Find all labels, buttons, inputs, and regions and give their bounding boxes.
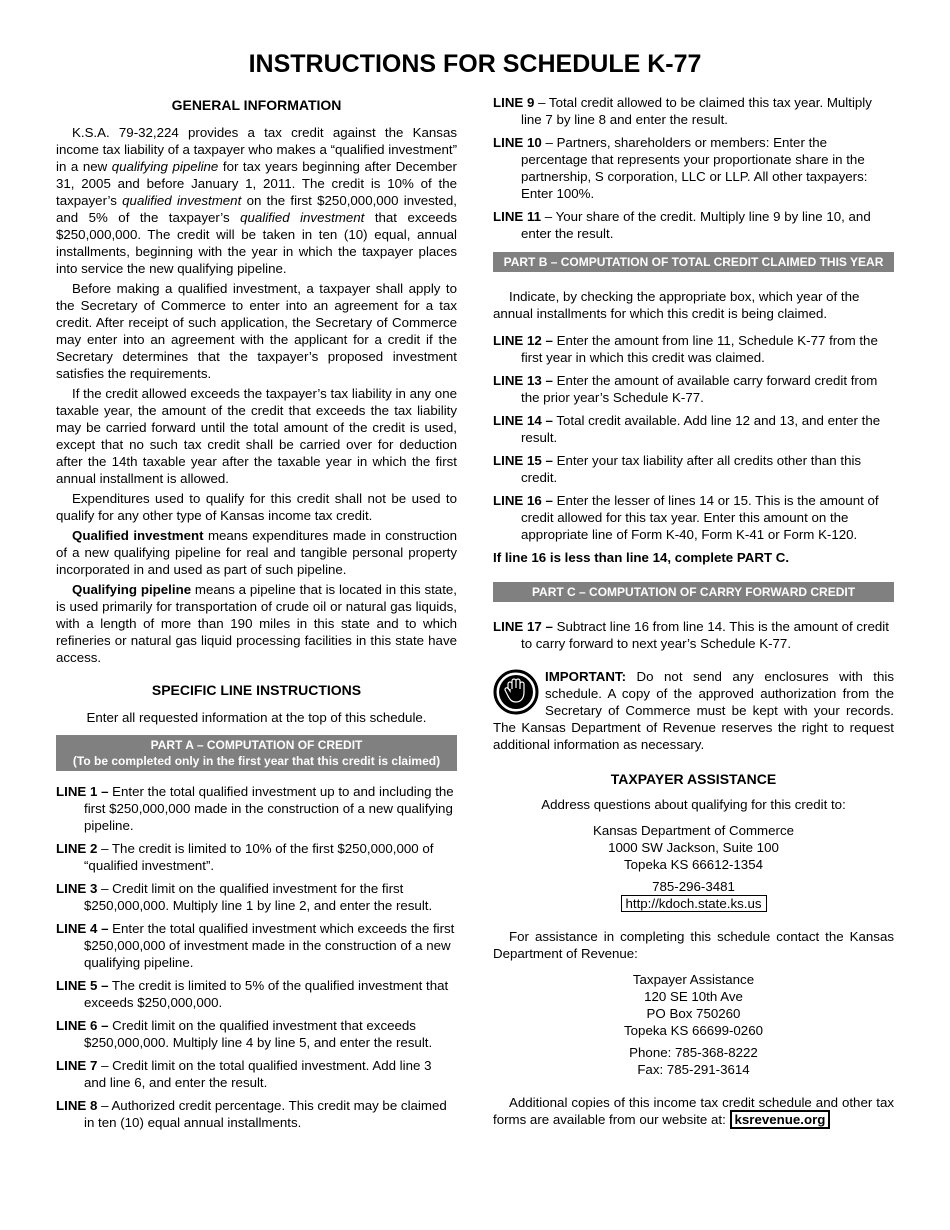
commerce-phone: 785-296-3481 <box>652 879 735 894</box>
part-b-intro: Indicate, by checking the appropriate box, which year of the annual installments for which this credit is being claimed. <box>493 289 860 321</box>
line-text: The credit is limited to 5% of the qualified investment that exceeds $250,000,000. <box>84 978 449 1010</box>
line-text: – Total credit allowed to be claimed this tax year. Multiply line 7 by line 8 and enter the result. <box>521 95 872 127</box>
line-label: LINE 3 <box>56 881 98 896</box>
important-label: IMPORTANT: <box>545 669 627 684</box>
line-label: LINE 9 <box>493 95 535 110</box>
commerce-website-link[interactable]: http://kdoch.state.ks.us <box>621 895 767 912</box>
specific-instructions-heading: SPECIFIC LINE INSTRUCTIONS <box>151 682 362 698</box>
stop-hand-icon <box>493 669 539 715</box>
additional-copies: Additional copies of this income tax credit schedule and other tax forms are available from our website at: ksrevenue.org <box>493 1095 894 1127</box>
part-a-title: PART A – COMPUTATION OF CREDIT <box>150 738 363 752</box>
qualifying-pipeline-definition: Qualifying pipeline means a pipeline that is located in this state, is used primarily for transportation of crude oil or natural gas liquids, with a length of more than 190 miles in this state and to which refineries or natural gas liquid processing facilities in this state have access. <box>56 582 457 665</box>
part-a-header <box>56 735 457 771</box>
line-text: Enter the total qualified investment up to and including the first $250,000,000 made in the construction of a new qualifying pipeline. <box>84 784 454 833</box>
line-text: Enter your tax liability after all credits other than this credit. <box>521 453 862 485</box>
general-paragraph-4: Expenditures used to qualify for this credit shall not be used to qualify for any other type of Kansas income tax credit. <box>56 491 457 523</box>
general-paragraph-1: K.S.A. 79-32,224 provides a tax credit against the Kansas income tax liability of a taxpayer who makes a “qualified investment” in a new qualifying pipeline for tax years beginning after December 31, 2005 and before January 1, 2011. The credit is 10% of the taxpayer’s qualified investment on the first $250,000,000 invested, and 5% of the taxpayer’s qualified investment that exceeds $250,000,000. The credit will be taken in ten (10) equal, annual installments, beginning with the year in which the taxpayer places into service the new qualifying pipeline. <box>56 125 457 276</box>
line-text: – Authorized credit percentage. This credit may be claimed in ten (10) equal annual installments. <box>84 1098 447 1130</box>
part-b-note: If line 16 is less than line 14, complete PART C. <box>493 550 790 565</box>
general-paragraph-3: If the credit allowed exceeds the taxpayer’s tax liability in any one taxable year, the amount of the credit that exceeds the tax liability may be carried forward until the total amount of the credit is used, except that no such tax credit shall be carried over for deduction after the 14th taxable year after the taxable year in which the first annual installment is allowed. <box>56 386 457 486</box>
important-notice <box>493 668 894 753</box>
part-c-header: PART C – COMPUTATION OF CARRY FORWARD CREDIT <box>493 582 894 602</box>
ksrevenue-link[interactable]: ksrevenue.org <box>730 1110 831 1129</box>
line-label: LINE 4 – <box>56 921 109 936</box>
part-b-line-item <box>493 412 894 446</box>
qualified-investment-definition: Qualified investment means expenditures made in construction of a new qualifying pipeline for real and tangible personal property incorporated in and used as part of such pipeline. <box>56 528 457 577</box>
line-label: LINE 2 <box>56 841 98 856</box>
part-a-line-item <box>56 1017 457 1051</box>
general-info-heading: GENERAL INFORMATION <box>171 97 342 113</box>
line-text: – The credit is limited to 10% of the first $250,000,000 of “qualified investment”. <box>84 841 434 873</box>
line-text: Enter the total qualified investment which exceeds the first $250,000,000 of investment made in the construction of a new qualifying pipeline. <box>84 921 455 970</box>
part-a-continued-lines <box>493 94 894 242</box>
part-a-line-item <box>56 977 457 1011</box>
line-label: LINE 7 <box>56 1058 98 1073</box>
line-label: LINE 17 – <box>493 619 553 634</box>
line-text: – Credit limit on the total qualified investment. Add line 3 and line 6, and enter the result. <box>84 1058 432 1090</box>
right-column <box>493 94 894 1131</box>
part-a-line-item <box>56 1097 457 1131</box>
part-c-lines <box>493 618 894 652</box>
commerce-address <box>493 822 894 912</box>
taxpayer-assistance-heading: TAXPAYER ASSISTANCE <box>610 771 777 787</box>
line-label: LINE 1 – <box>56 784 109 799</box>
commerce-street: 1000 SW Jackson, Suite 100 <box>608 840 779 855</box>
line-text: Enter the lesser of lines 14 or 15. This is the amount of credit allowed for this tax year. Enter this amount on the appropriate line of Form K-40, Form K-41 or Form K-120. <box>521 493 879 542</box>
part-b-line-item <box>493 452 894 486</box>
part-a-line-item <box>56 840 457 874</box>
important-text: Do not send any enclosures with this schedule. A copy of the approved authorization from the Secretary of Commerce must be kept with your records. The Kansas Department of Revenue reserves the right to request additional information as necessary. <box>493 669 894 752</box>
page-title: INSTRUCTIONS FOR SCHEDULE K-77 <box>248 50 702 78</box>
assistance-intro: Address questions about qualifying for this credit to: <box>541 797 846 812</box>
revenue-pobox: PO Box 750260 <box>646 1006 741 1021</box>
part-a-line-item <box>493 134 894 202</box>
line-label: LINE 16 – <box>493 493 553 508</box>
part-b-line-item <box>493 372 894 406</box>
line-label: LINE 11 <box>493 209 542 224</box>
part-b-line-item <box>493 492 894 543</box>
commerce-name: Kansas Department of Commerce <box>592 823 794 838</box>
line-text: Total credit available. Add line 12 and 13, and enter the result. <box>521 413 881 445</box>
part-a-line-item <box>56 1057 457 1091</box>
part-a-subtitle: (To be completed only in the first year that this credit is claimed) <box>72 754 441 768</box>
general-paragraph-2: Before making a qualified investment, a taxpayer shall apply to the Secretary of Commerce to enter into an agreement for a tax credit. After receipt of such application, the Secretary of Commerce may enter into an agreement with the applicant for a credit if the Secretary determines that the taxpayer’s proposed investment satisfies the requirements. <box>56 281 457 381</box>
part-a-lines <box>56 783 457 1131</box>
line-label: LINE 13 – <box>493 373 553 388</box>
revenue-street: 120 SE 10th Ave <box>644 989 743 1004</box>
part-a-line-item <box>56 783 457 834</box>
line-label: LINE 10 <box>493 135 542 150</box>
commerce-city: Topeka KS 66612-1354 <box>624 857 763 872</box>
line-label: LINE 15 – <box>493 453 553 468</box>
specific-instructions-intro: Enter all requested information at the top of this schedule. <box>86 710 427 725</box>
part-a-line-item <box>56 880 457 914</box>
part-b-lines <box>493 332 894 543</box>
line-text: Credit limit on the qualified investment that exceeds $250,000,000. Multiply line 4 by line 5, and enter the result. <box>84 1018 433 1050</box>
revenue-city: Topeka KS 66699-0260 <box>624 1023 763 1038</box>
part-a-line-item <box>493 94 894 128</box>
line-label: LINE 5 – <box>56 978 109 993</box>
part-b-line-item <box>493 332 894 366</box>
line-text: – Your share of the credit. Multiply line 9 by line 10, and enter the result. <box>521 209 871 241</box>
line-text: Subtract line 16 from line 14. This is the amount of credit to carry forward to next year’s Schedule K-77. <box>521 619 889 651</box>
line-text: Enter the amount from line 11, Schedule K-77 from the first year in which this credit was claimed. <box>521 333 878 365</box>
part-a-line-item <box>493 208 894 242</box>
line-label: LINE 6 – <box>56 1018 109 1033</box>
line-text: – Credit limit on the qualified investment for the first $250,000,000. Multiply line 1 by line 2, and enter the result. <box>84 881 433 913</box>
left-column <box>56 94 457 1137</box>
part-b-header: PART B – COMPUTATION OF TOTAL CREDIT CLAIMED THIS YEAR <box>493 252 894 272</box>
line-text: – Partners, shareholders or members: Enter the percentage that represents your proportionate share in the partnership, S corporation, LLC or LLP. All other taxpayers: Enter 100%. <box>521 135 868 201</box>
line-text: Enter the amount of available carry forward credit from the prior year’s Schedule K-77. <box>521 373 878 405</box>
line-label: LINE 8 <box>56 1098 98 1113</box>
part-c-line-item <box>493 618 894 652</box>
revenue-fax: Fax: 785-291-3614 <box>637 1062 750 1077</box>
part-a-line-item <box>56 920 457 971</box>
revenue-name: Taxpayer Assistance <box>632 972 755 987</box>
line-label: LINE 12 – <box>493 333 553 348</box>
revenue-intro: For assistance in completing this schedule contact the Kansas Department of Revenue: <box>493 929 894 961</box>
revenue-phone: Phone: 785-368-8222 <box>629 1045 758 1060</box>
revenue-address <box>493 971 894 1078</box>
line-label: LINE 14 – <box>493 413 553 428</box>
